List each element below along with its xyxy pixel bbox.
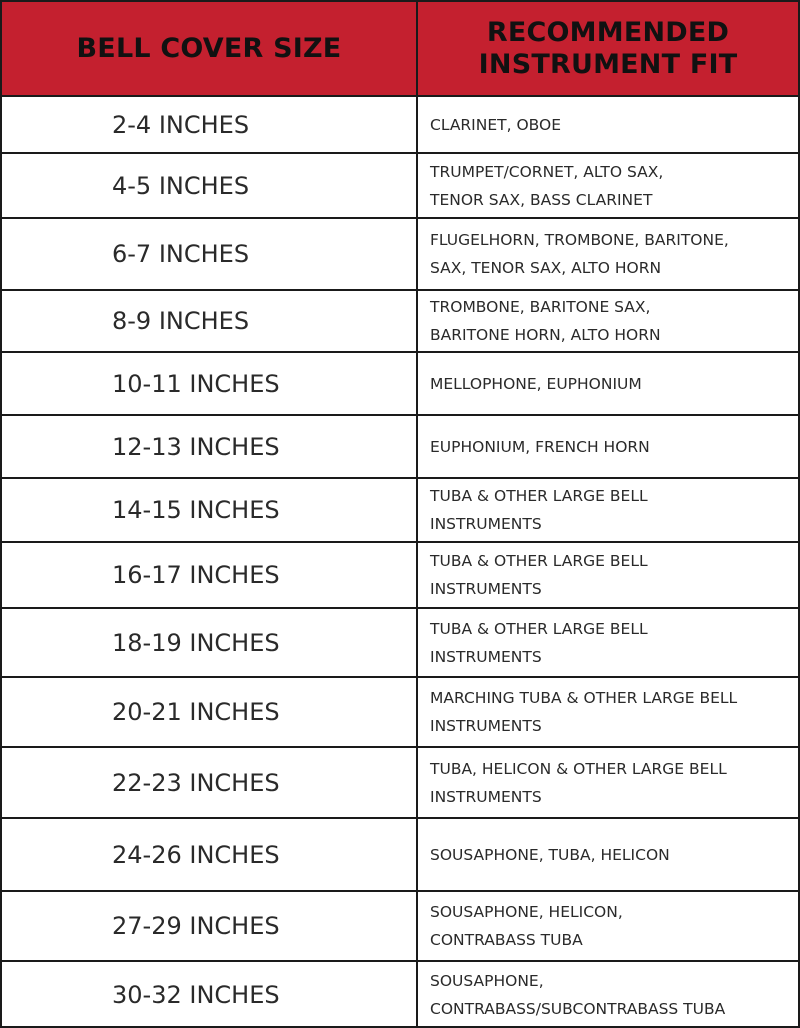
instrument-fit-value: TUBA & OTHER LARGE BELL INSTRUMENTS: [430, 552, 648, 598]
size-cell: [2, 97, 416, 152]
table-row: [2, 962, 798, 1028]
size-value: 6-7 INCHES: [112, 240, 250, 268]
fit-cell: [418, 892, 798, 960]
fit-cell: [418, 416, 798, 477]
size-cell: [2, 962, 416, 1028]
size-value: 14-15 INCHES: [112, 496, 280, 524]
table-row: [2, 479, 798, 543]
fit-cell: [418, 819, 798, 890]
size-value: 27-29 INCHES: [112, 912, 280, 940]
table-header-row: [2, 2, 798, 97]
instrument-fit-value: TROMBONE, BARITONE SAX, BARITONE HORN, ALTO HORN: [430, 298, 661, 344]
fit-cell: [418, 97, 798, 152]
size-value: 10-11 INCHES: [112, 369, 280, 398]
size-value: 16-17 INCHES: [112, 561, 280, 589]
size-column-header: [2, 2, 416, 95]
instrument-fit-value: EUPHONIUM, FRENCH HORN: [430, 437, 650, 456]
size-value: 4-5 INCHES: [112, 171, 250, 200]
fit-cell: [418, 479, 798, 541]
size-value: 22-23 INCHES: [112, 768, 280, 797]
table-row: [2, 678, 798, 748]
table-row: [2, 543, 798, 609]
size-cell: [2, 353, 416, 414]
size-cell: [2, 291, 416, 351]
size-cell: [2, 479, 416, 541]
size-cell: [2, 154, 416, 217]
fit-cell: [418, 353, 798, 414]
fit-cell: [418, 962, 798, 1028]
table-row: [2, 609, 798, 678]
instrument-fit-value: SOUSAPHONE, TUBA, HELICON: [430, 845, 670, 864]
instrument-fit-value: SOUSAPHONE, CONTRABASS/SUBCONTRABASS TUBA: [430, 972, 726, 1018]
size-column-header-label: BELL COVER SIZE: [76, 32, 342, 64]
size-cell: [2, 892, 416, 960]
size-cell: [2, 819, 416, 890]
instrument-fit-value: SOUSAPHONE, HELICON, CONTRABASS TUBA: [430, 903, 623, 949]
instrument-fit-value: FLUGELHORN, TROMBONE, BARITONE, SAX, TENOR SAX, ALTO HORN: [430, 231, 729, 277]
instrument-fit-value: MELLOPHONE, EUPHONIUM: [430, 374, 642, 393]
table-row: [2, 291, 798, 353]
table-row: [2, 819, 798, 892]
size-value: 20-21 INCHES: [112, 698, 280, 726]
instrument-fit-value: TUBA & OTHER LARGE BELL INSTRUMENTS: [430, 487, 648, 533]
fit-cell: [418, 543, 798, 607]
fit-cell: [418, 291, 798, 351]
fit-cell: [418, 154, 798, 217]
instrument-fit-value: TUBA, HELICON & OTHER LARGE BELL INSTRUMENTS: [430, 759, 727, 806]
instrument-fit-value: TUBA & OTHER LARGE BELL INSTRUMENTS: [430, 619, 648, 666]
instrument-fit-value: TRUMPET/CORNET, ALTO SAX, TENOR SAX, BASS CLARINET: [430, 162, 664, 209]
size-cell: [2, 609, 416, 676]
instrument-fit-value: MARCHING TUBA & OTHER LARGE BELL INSTRUMENTS: [430, 689, 738, 735]
table-row: [2, 97, 798, 154]
size-cell: [2, 748, 416, 817]
fit-column-header: [418, 2, 798, 95]
size-value: 18-19 INCHES: [112, 628, 280, 657]
size-value: 8-9 INCHES: [112, 307, 250, 335]
table-row: [2, 353, 798, 416]
fit-cell: [418, 609, 798, 676]
table-row: [2, 154, 798, 219]
size-value: 30-32 INCHES: [112, 981, 280, 1009]
table-row: [2, 748, 798, 819]
size-value: 12-13 INCHES: [112, 432, 280, 461]
size-value: 2-4 INCHES: [112, 110, 250, 139]
fit-cell: [418, 219, 798, 289]
table-row: [2, 219, 798, 291]
instrument-fit-value: CLARINET, OBOE: [430, 115, 562, 134]
size-cell: [2, 678, 416, 746]
size-cell: [2, 416, 416, 477]
table-row: [2, 892, 798, 962]
fit-cell: [418, 748, 798, 817]
fit-column-header-label: RECOMMENDED INSTRUMENT FIT: [478, 16, 738, 80]
fit-cell: [418, 678, 798, 746]
size-cell: [2, 543, 416, 607]
size-cell: [2, 219, 416, 289]
table-row: [2, 416, 798, 479]
size-value: 24-26 INCHES: [112, 840, 280, 869]
